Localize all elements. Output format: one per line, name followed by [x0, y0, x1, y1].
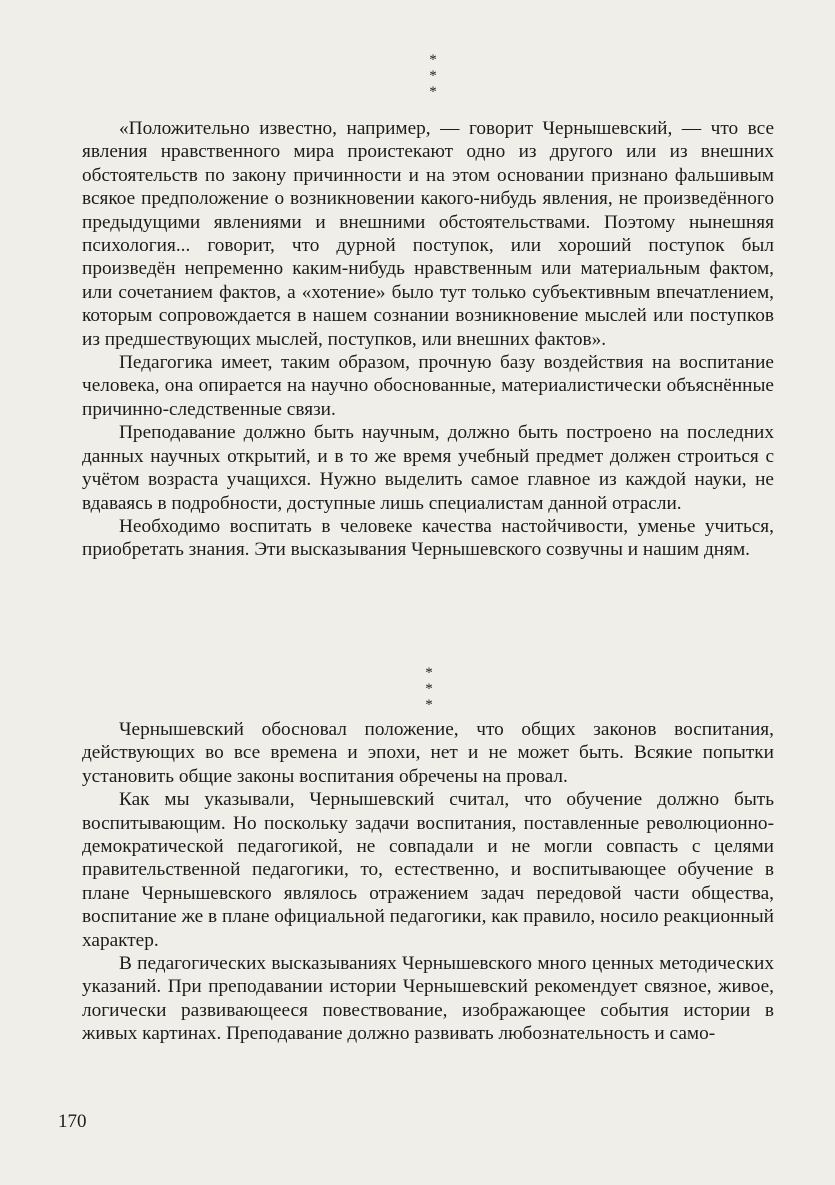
- paragraph-quote: «Положительно известно, например, — говорит Чернышевский, — что все явления нравственного мира проистекают одно из другого или из внешних обстоятельств по закону причинности и на этом основании признано фальшивым всякое предположение о возникновении какого-нибудь явления, не произведённого предыдущими явлениями и внешними обстоятельствами. Поэтому нынешняя психология... говорит, что дурной поступок, или хороший поступок был произведён непременно каким-нибудь нравственным или материальным фактом, или сочетанием фактов, а «хотение» было тут только субъективным впечатлением, которым сопровождается в нашем сознании возникновение мыслей или поступков из предшествующих мыслей, поступков, или внешних фактов».: [82, 118, 774, 350]
- separator-stars-row: * *: [429, 52, 471, 84]
- paragraph: Необходимо воспитать в человеке качества настойчивости, уменье учиться, приобретать знания. Эти высказывания Чернышевского созвучны и нашим дням.: [82, 515, 774, 561]
- section-separator-top: [373, 52, 493, 100]
- page-number: 170: [58, 1111, 87, 1132]
- section-separator-middle: [369, 665, 489, 713]
- paragraph-continued: В педагогических высказываниях Чернышевского много ценных методических указаний. При преподавании истории Чернышевский рекомендует связное, живое, логически развивающееся повествование, изображающее события истории в живых картинах. Преподавание должно развивать любознательность и само-: [82, 953, 774, 1045]
- paragraph: Чернышевский обосновал положение, что общих законов воспитания, действующих во все времена и эпохи, нет и не может быть. Всякие попытки установить общие законы воспитания обречены на провал.: [82, 719, 774, 787]
- paragraph: Как мы указывали, Чернышевский считал, что обучение должно быть воспитывающим. Но поскольку задачи воспитания, поставленные революционно-демократической педагогикой, не совпадали и не могли совпасть с целями правительственной педагогики, то, естественно, и воспитывающее обучение в плане Чернышевского являлось отражением задач передовой части общества, воспитание же в плане официальной педагогики, как правило, носило реакционный характер.: [82, 789, 774, 951]
- separator-star-single: *: [425, 697, 433, 713]
- section-1-text: [82, 117, 774, 562]
- separator-star-single: *: [429, 84, 437, 100]
- separator-stars-row: * *: [425, 665, 467, 697]
- section-2-text: [82, 718, 774, 1046]
- paragraph: Педагогика имеет, таким образом, прочную базу воздействия на воспитание человека, она опирается на научно обоснованные, материалистически объяснённые причинно-следственные связи.: [82, 352, 774, 420]
- paragraph: Преподавание должно быть научным, должно быть построено на последних данных научных открытий, и в то же время учебный предмет должен строиться с учётом возраста учащихся. Нужно выделить самое главное из каждой науки, не вдаваясь в подробности, доступные лишь специалистам данной отрасли.: [82, 422, 774, 514]
